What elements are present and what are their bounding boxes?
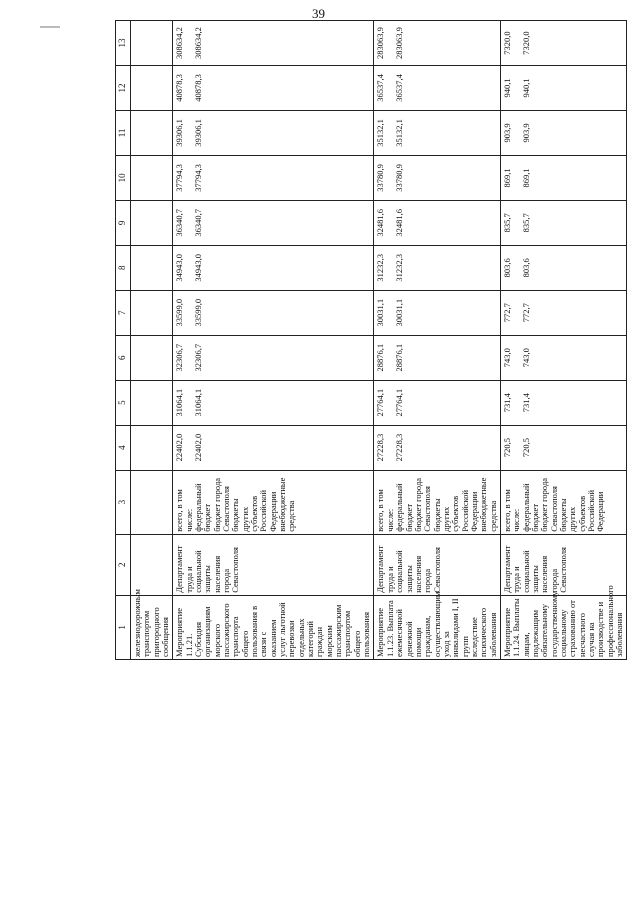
amount-value: [531, 68, 540, 108]
amount-value: [203, 113, 212, 153]
amount-value: 731,4: [520, 393, 531, 413]
amount-value: 940,1: [520, 78, 531, 98]
amount-value: 283063,9: [375, 27, 386, 59]
column-header: 6: [116, 335, 131, 380]
funding-source-line: бюджет города Севастополя: [539, 477, 559, 532]
amount-value: 35132,1: [394, 119, 405, 147]
amount-cell: [374, 200, 500, 245]
amount-value: [161, 23, 170, 63]
table-row: [173, 21, 374, 660]
amount-value: 308634,2: [174, 27, 185, 59]
amount-value: 33599,0: [174, 298, 185, 327]
table-row: [374, 21, 500, 660]
amount-value: [531, 203, 540, 243]
amount-cell: [500, 245, 626, 290]
amount-value: 835,7: [501, 213, 512, 233]
column-header: 8: [116, 245, 131, 290]
table-body: [130, 21, 627, 660]
amount-value: [531, 23, 540, 63]
amount-cell: [130, 155, 172, 200]
amount-cell: [173, 380, 374, 425]
column-header: 9: [116, 200, 131, 245]
amount-value: [405, 68, 414, 108]
funding-source-cell: [374, 470, 500, 534]
amount-cell: [500, 21, 626, 66]
amount-cell: [374, 335, 500, 380]
amount-value: 37794,3: [192, 164, 203, 192]
amount-value: [203, 248, 212, 288]
funding-source-line: бюджеты других субъектов Российской Федерации: [558, 489, 606, 532]
amount-cell: [130, 110, 172, 155]
page-number: 39: [312, 6, 325, 21]
amount-cell: [130, 245, 172, 290]
amount-value: 308634,2: [192, 27, 203, 59]
amount-cell: [173, 200, 374, 245]
amount-cell: [130, 200, 172, 245]
amount-value: [531, 158, 540, 198]
amount-value: 37794,3: [174, 164, 185, 192]
header-row: [116, 21, 131, 660]
column-header: 10: [116, 155, 131, 200]
amount-value: 40878,3: [174, 74, 185, 102]
table-row: [130, 21, 172, 660]
amount-value: [531, 248, 540, 288]
amount-value: 32306,7: [174, 343, 185, 372]
amount-value: 803,6: [501, 258, 512, 278]
amount-value: 743,0: [501, 348, 512, 368]
amount-value: [405, 203, 414, 243]
amount-cell: [173, 335, 374, 380]
amount-value: [405, 428, 414, 468]
column-header: 4: [116, 425, 131, 470]
amount-value: 28876,1: [375, 343, 386, 372]
executor-cell: Департамент труда и социальной защиты населения города Севастополя: [374, 534, 500, 595]
amount-value: 36537,4: [375, 74, 386, 102]
amount-cell: [173, 155, 374, 200]
amount-value: 27228,3: [375, 433, 386, 462]
amount-value: 36340,7: [192, 209, 203, 237]
amount-value: [161, 68, 170, 108]
amount-cell: [173, 110, 374, 155]
amount-cell: [173, 245, 374, 290]
funding-source-cell: [173, 470, 374, 534]
amount-cell: [500, 155, 626, 200]
amount-cell: [500, 290, 626, 335]
amount-value: 772,7: [501, 303, 512, 323]
amount-cell: [374, 245, 500, 290]
amount-value: [203, 428, 212, 468]
amount-value: 36340,7: [174, 209, 185, 237]
activity-name-cell: Мероприятие 1.1.24. Выплаты лицам, подлежащим обязательному государственному социальному страхованию от несчастного случая на производстве и профессионального заболевания: [500, 595, 626, 659]
amount-value: [531, 293, 540, 333]
amount-value: 36537,4: [394, 74, 405, 102]
column-header: 7: [116, 290, 131, 335]
amount-value: 33780,9: [394, 164, 405, 192]
budget-table: [115, 20, 627, 660]
amount-cell: [374, 425, 500, 470]
amount-value: 28876,1: [394, 343, 405, 372]
amount-value: [203, 383, 212, 423]
column-header: 2: [116, 534, 131, 595]
amount-value: [203, 338, 212, 378]
column-header: 12: [116, 65, 131, 110]
amount-value: 32481,6: [394, 209, 405, 237]
amount-value: [161, 203, 170, 243]
amount-value: [405, 293, 414, 333]
amount-value: [405, 23, 414, 63]
amount-value: 22402,0: [174, 433, 185, 462]
amount-value: 903,9: [520, 123, 531, 143]
amount-value: [161, 383, 170, 423]
amount-cell: [374, 290, 500, 335]
amount-cell: [374, 380, 500, 425]
funding-source-cell: [130, 470, 172, 534]
amount-value: 32306,7: [192, 343, 203, 372]
amount-value: [405, 338, 414, 378]
amount-cell: [374, 155, 500, 200]
amount-value: [531, 383, 540, 423]
amount-value: [405, 113, 414, 153]
table-row: [500, 21, 626, 660]
amount-value: [161, 293, 170, 333]
amount-value: [203, 23, 212, 63]
amount-value: [405, 383, 414, 423]
amount-value: 31064,1: [174, 388, 185, 417]
amount-value: [203, 68, 212, 108]
amount-value: [203, 203, 212, 243]
column-header: 13: [116, 21, 131, 66]
amount-cell: [173, 290, 374, 335]
amount-value: 33780,9: [375, 164, 386, 192]
amount-value: 31064,1: [192, 388, 203, 417]
amount-value: 835,7: [520, 213, 531, 233]
funding-source-line: всего, в том числе: федеральный бюджет: [375, 483, 414, 532]
amount-value: 39306,1: [174, 119, 185, 147]
amount-value: [161, 338, 170, 378]
amount-value: 27228,3: [394, 433, 405, 462]
amount-cell: [500, 425, 626, 470]
amount-cell: [500, 335, 626, 380]
amount-value: 720,5: [501, 438, 512, 458]
amount-value: 34943,0: [174, 253, 185, 282]
funding-source-line: всего, в том числе: федеральный бюджет: [174, 483, 213, 532]
amount-value: [161, 113, 170, 153]
amount-value: 40878,3: [192, 74, 203, 102]
amount-value: 30031,1: [394, 298, 405, 327]
funding-source-line: внебюджетные средства: [277, 477, 297, 532]
amount-value: 7320,0: [501, 31, 512, 55]
funding-source-cell: [500, 470, 626, 534]
amount-value: 22402,0: [192, 433, 203, 462]
amount-cell: [374, 21, 500, 66]
amount-value: [161, 158, 170, 198]
amount-value: [531, 338, 540, 378]
amount-cell: [130, 290, 172, 335]
amount-value: [405, 158, 414, 198]
funding-source-line: внебюджетные средства: [478, 477, 498, 532]
executor-cell: Департамент труда и социальной защиты населения города Севастополя: [500, 534, 626, 595]
amount-value: 720,5: [520, 438, 531, 458]
amount-cell: [500, 200, 626, 245]
column-header: 1: [116, 595, 131, 659]
amount-value: 903,9: [501, 123, 512, 143]
amount-cell: [374, 110, 500, 155]
amount-value: 743,0: [520, 348, 531, 368]
amount-cell: [130, 21, 172, 66]
amount-value: 34943,0: [192, 253, 203, 282]
amount-value: 39306,1: [192, 119, 203, 147]
amount-value: 31232,3: [375, 253, 386, 282]
column-header: 3: [116, 470, 131, 534]
funding-source-line: бюджет города Севастополя: [412, 477, 433, 532]
amount-value: 7320,0: [520, 31, 531, 55]
funding-source-line: бюджеты других субъектов Российской Федерации: [230, 489, 278, 532]
amount-value: 27764,1: [375, 388, 386, 417]
amount-value: [161, 248, 170, 288]
amount-cell: [173, 21, 374, 66]
amount-cell: [500, 110, 626, 155]
amount-value: 31232,3: [394, 253, 405, 282]
amount-value: 283063,9: [394, 27, 405, 59]
amount-value: 35132,1: [375, 119, 386, 147]
amount-value: [531, 113, 540, 153]
amount-value: 27764,1: [394, 388, 405, 417]
amount-value: 33599,0: [192, 298, 203, 327]
amount-value: [531, 428, 540, 468]
amount-value: 803,6: [520, 258, 531, 278]
amount-value: 869,1: [520, 168, 531, 188]
amount-cell: [130, 380, 172, 425]
amount-cell: [173, 65, 374, 110]
amount-value: 30031,1: [375, 298, 386, 327]
amount-value: [203, 293, 212, 333]
amount-cell: [130, 65, 172, 110]
amount-value: [161, 428, 170, 468]
amount-value: 32481,6: [375, 209, 386, 237]
rotated-table-container: [115, 20, 635, 660]
amount-value: 731,4: [501, 393, 512, 413]
executor-cell: Департамент труда и социальной защиты населения города Севастополя: [173, 534, 374, 595]
activity-name-cell: железнодорожным транспортом пригородного сообщения: [130, 595, 172, 659]
amount-cell: [130, 425, 172, 470]
activity-name-cell: Мероприятие 1.1.21. Субсидия организациям морского пассажирского транспорта общего пользования в связи с оказанием услуг льготной перевозки отдельных категорий граждан морским пассажирским транспортом общего пользования: [173, 595, 374, 659]
amount-cell: [173, 425, 374, 470]
scan-mark: [40, 26, 60, 28]
amount-cell: [374, 65, 500, 110]
amount-value: 940,1: [501, 78, 512, 98]
activity-name-cell: Мероприятие 1.1.23. Выплата ежемесячной денежной помощи гражданам, осуществляющим уход за инвалидами I, II групп вследствие психического заболевания: [374, 595, 500, 659]
amount-value: [405, 248, 414, 288]
amount-value: [203, 158, 212, 198]
funding-source-line: бюджет города Севастополя: [211, 477, 231, 532]
funding-source-line: бюджеты других субъектов Российской Федерации: [431, 489, 479, 532]
amount-cell: [130, 335, 172, 380]
column-header: 11: [116, 110, 131, 155]
executor-cell: [130, 534, 172, 595]
amount-cell: [500, 380, 626, 425]
amount-value: 869,1: [501, 168, 512, 188]
amount-value: 772,7: [520, 303, 531, 323]
amount-cell: [500, 65, 626, 110]
funding-source-line: всего, в том числе: федеральный бюджет: [501, 483, 540, 532]
column-header: 5: [116, 380, 131, 425]
